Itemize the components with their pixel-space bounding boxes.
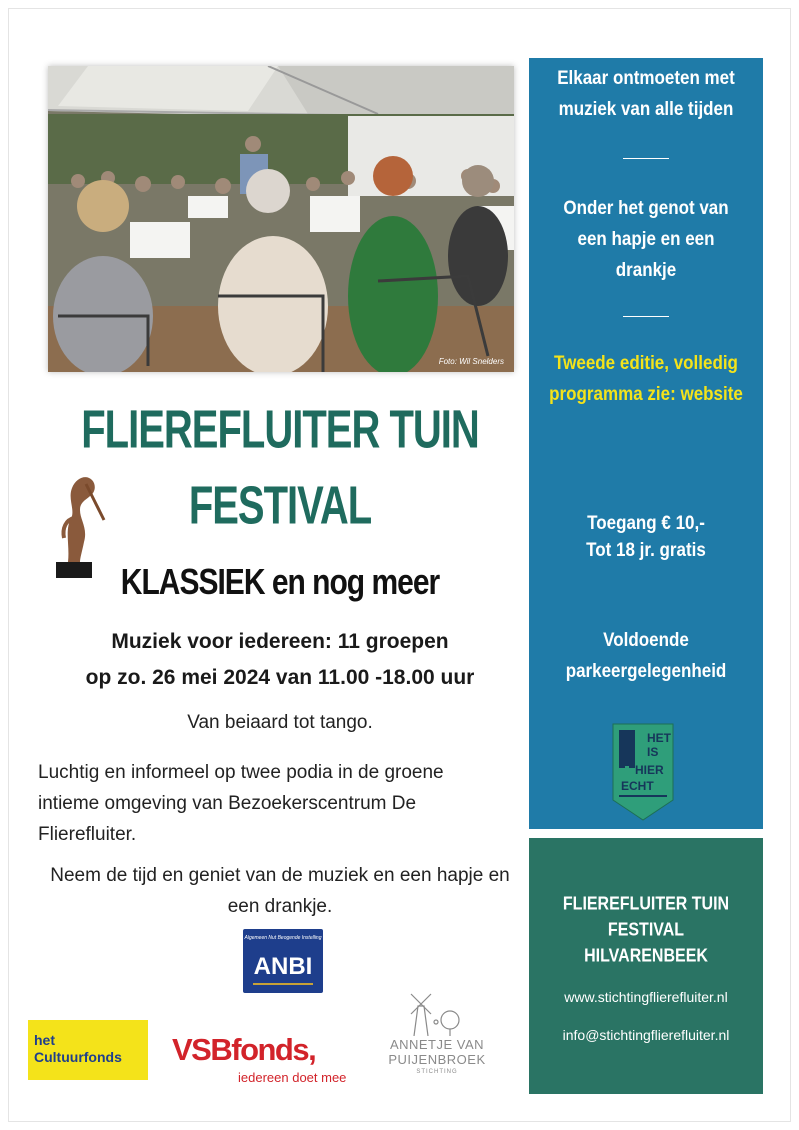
footer-name-line2: FESTIVAL (607, 920, 685, 941)
cultuurfonds-logo-line1: het (34, 1032, 55, 1048)
annetje-logo-line2: PUIJENBROEK (388, 1052, 486, 1067)
festival-subtitle: KLASSIEK en nog meer (120, 562, 440, 603)
side-block-entry-price: Toegang € 10,- (587, 511, 705, 534)
shield-text-is: IS (647, 745, 659, 759)
photo-credit: Foto: Wil Snelders (438, 357, 504, 366)
info-paragraph-3: Neem de tijd en geniet van de muziek en een hapje en een drankje. (50, 865, 510, 917)
side-divider-2 (623, 316, 669, 317)
anbi-logo-bar (253, 983, 313, 985)
vsbfonds-logo-text: VSBfonds, (172, 1032, 316, 1067)
annetje-logo-line3: STICHTING (416, 1069, 458, 1075)
info-groups: Muziek voor iedereen: 11 groepen (111, 630, 449, 653)
side-divider-1 (623, 158, 669, 159)
side-block-parking: Voldoende parkeergelegenheid (565, 628, 727, 682)
website-link[interactable]: www.stichtingflierefluiter.nl (564, 989, 728, 1005)
anbi-logo-small-text: Algemeen Nut Beogende Instelling (244, 935, 322, 941)
windmill-tree-icon (378, 992, 496, 1036)
side-panel-contact (529, 838, 763, 1094)
cultuurfonds-logo-line2: Cultuurfonds (34, 1049, 122, 1065)
footer-name-line3: HILVARENBEEK (584, 946, 708, 967)
annetje-van-puijenbroek-logo (378, 992, 496, 1084)
vsbfonds-logo-tagline: iedereen doet mee (238, 1070, 347, 1085)
het-is-hier-echt-shield-icon (611, 722, 675, 822)
annetje-logo-line1: ANNETJE VAN (389, 1037, 485, 1052)
side-block-meet: Elkaar ontmoeten met muziek van alle tijden (557, 66, 735, 120)
side-block-edition: Tweede editie, volledig programma zie: website (549, 351, 743, 405)
festival-title-line2: FESTIVAL (188, 476, 372, 536)
vsbfonds-logo (172, 1032, 347, 1085)
side-block-entry-free: Tot 18 jr. gratis (586, 538, 706, 561)
side-panel-info (529, 58, 763, 829)
flute-player-statue-icon (50, 458, 110, 582)
info-paragraph-1: Van beiaard tot tango. (187, 712, 373, 733)
festival-title-line1: FLIEREFLUITER TUIN (81, 400, 479, 460)
orchestra-photo (48, 66, 514, 372)
email-link[interactable]: info@stichtingflierefluiter.nl (562, 1027, 730, 1043)
info-paragraph-2: Luchtig en informeel op twee podia in de groene intieme omgeving van Bezoekerscentrum De Flierefluiter. (38, 762, 444, 845)
side-block-food: Onder het genot van een hapje en een drankje (563, 196, 729, 281)
anbi-logo (243, 929, 323, 993)
shield-text-echt: ECHT (621, 779, 654, 793)
shield-text-het: HET (647, 731, 671, 745)
cultuurfonds-logo (28, 1020, 148, 1080)
anbi-logo-text: ANBI (253, 953, 313, 980)
info-date-time: op zo. 26 mei 2024 van 11.00 -18.00 uur (85, 666, 475, 689)
shield-text-hier: HIER (635, 763, 664, 777)
footer-name-line1: FLIEREFLUITER TUIN (562, 894, 730, 915)
